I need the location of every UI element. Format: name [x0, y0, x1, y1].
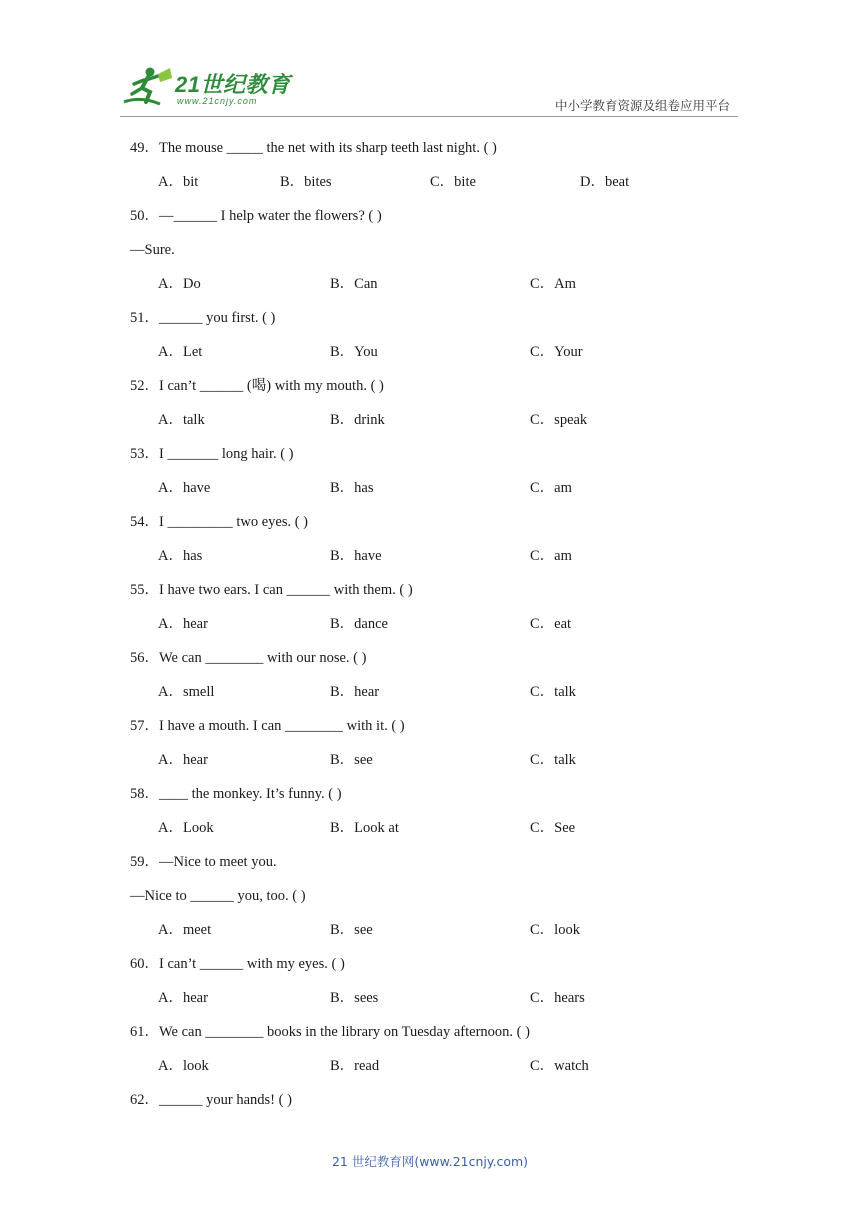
options-57 [130, 743, 740, 777]
header-divider [120, 116, 738, 117]
options-49 [130, 165, 740, 199]
options-60 [130, 981, 740, 1015]
question-60: 60．I can’t ______ with my eyes. ( ) [130, 956, 345, 972]
question-50: 50．—______ I help water the flowers? ( ) [130, 208, 382, 224]
option-c: C．speak [530, 412, 588, 428]
option-b: B．bites [280, 174, 332, 190]
option-c: C．Am [530, 276, 576, 292]
page-header [0, 0, 860, 120]
option-b: B．see [330, 922, 373, 938]
option-c: C．See [530, 820, 576, 836]
options-51 [130, 335, 740, 369]
option-b: B．Can [330, 276, 378, 292]
question-51: 51．______ you first. ( ) [130, 310, 276, 326]
option-c: C．hears [530, 990, 585, 1006]
option-a: A．has [158, 548, 203, 564]
option-a: A．bit [158, 174, 199, 190]
question-53: 53．I _______ long hair. ( ) [130, 446, 294, 462]
option-b: B．have [330, 548, 382, 564]
question-57: 57．I have a mouth. I can ________ with it. ( ) [130, 718, 405, 734]
header-tagline: 中小学教育资源及组卷应用平台 [554, 98, 730, 113]
question-59-reply: —Nice to ______ you, too. ( ) [130, 888, 306, 904]
options-61 [130, 1049, 740, 1083]
option-a: A．hear [158, 990, 208, 1006]
option-a: A．have [158, 480, 211, 496]
option-c: C．eat [530, 616, 572, 632]
options-50 [130, 267, 740, 301]
question-62: 62．______ your hands! ( ) [130, 1092, 292, 1108]
option-b: B．hear [330, 684, 380, 700]
option-a: A．Do [158, 276, 201, 292]
option-a: A．hear [158, 616, 208, 632]
option-b: B．has [330, 480, 374, 496]
option-c: C．am [530, 548, 572, 564]
option-b: B．drink [330, 412, 385, 428]
options-59 [130, 913, 740, 947]
option-c: C．bite [430, 174, 476, 190]
option-b: B．sees [330, 990, 379, 1006]
question-59: 59．—Nice to meet you. [130, 854, 277, 870]
options-55 [130, 607, 740, 641]
options-56 [130, 675, 740, 709]
option-a: A．Look [158, 820, 214, 836]
option-a: A．Let [158, 344, 203, 360]
options-58 [130, 811, 740, 845]
option-a: A．look [158, 1058, 209, 1074]
logo-text: 21世纪教育 [175, 72, 291, 97]
option-b: B．see [330, 752, 373, 768]
option-c: C．watch [530, 1058, 589, 1074]
option-c: C．Your [530, 344, 583, 360]
options-54 [130, 539, 740, 573]
question-list [130, 131, 740, 1117]
option-b: B．dance [330, 616, 388, 632]
logo [120, 66, 295, 114]
options-52 [130, 403, 740, 437]
option-c: C．talk [530, 752, 576, 768]
option-a: A．talk [158, 412, 205, 428]
option-b: B．You [330, 344, 378, 360]
option-b: B．Look at [330, 820, 399, 836]
option-a: A．smell [158, 684, 215, 700]
options-53 [130, 471, 740, 505]
option-b: B．read [330, 1058, 380, 1074]
question-54: 54．I _________ two eyes. ( ) [130, 514, 309, 530]
page-footer: 21 世纪教育网(www.21cnjy.com) [331, 1154, 529, 1169]
question-52: 52．I can’t ______ (喝) with my mouth. ( ) [130, 378, 384, 394]
question-58: 58．____ the monkey. It’s funny. ( ) [130, 786, 342, 802]
question-61: 61．We can ________ books in the library on Tuesday afternoon. ( ) [130, 1024, 530, 1040]
option-c: C．am [530, 480, 572, 496]
runner-logo-icon [120, 66, 180, 114]
option-a: A．hear [158, 752, 208, 768]
option-c: C．look [530, 922, 580, 938]
logo-url: www.21cnjy.com [177, 96, 258, 106]
option-a: A．meet [158, 922, 212, 938]
question-49: 49．The mouse _____ the net with its sharp teeth last night. ( ) [130, 140, 497, 156]
question-56: 56．We can ________ with our nose. ( ) [130, 650, 367, 666]
question-55: 55．I have two ears. I can ______ with them. ( ) [130, 582, 413, 598]
option-d: D．beat [580, 174, 630, 190]
question-50-reply: —Sure. [130, 242, 175, 258]
option-c: C．talk [530, 684, 576, 700]
